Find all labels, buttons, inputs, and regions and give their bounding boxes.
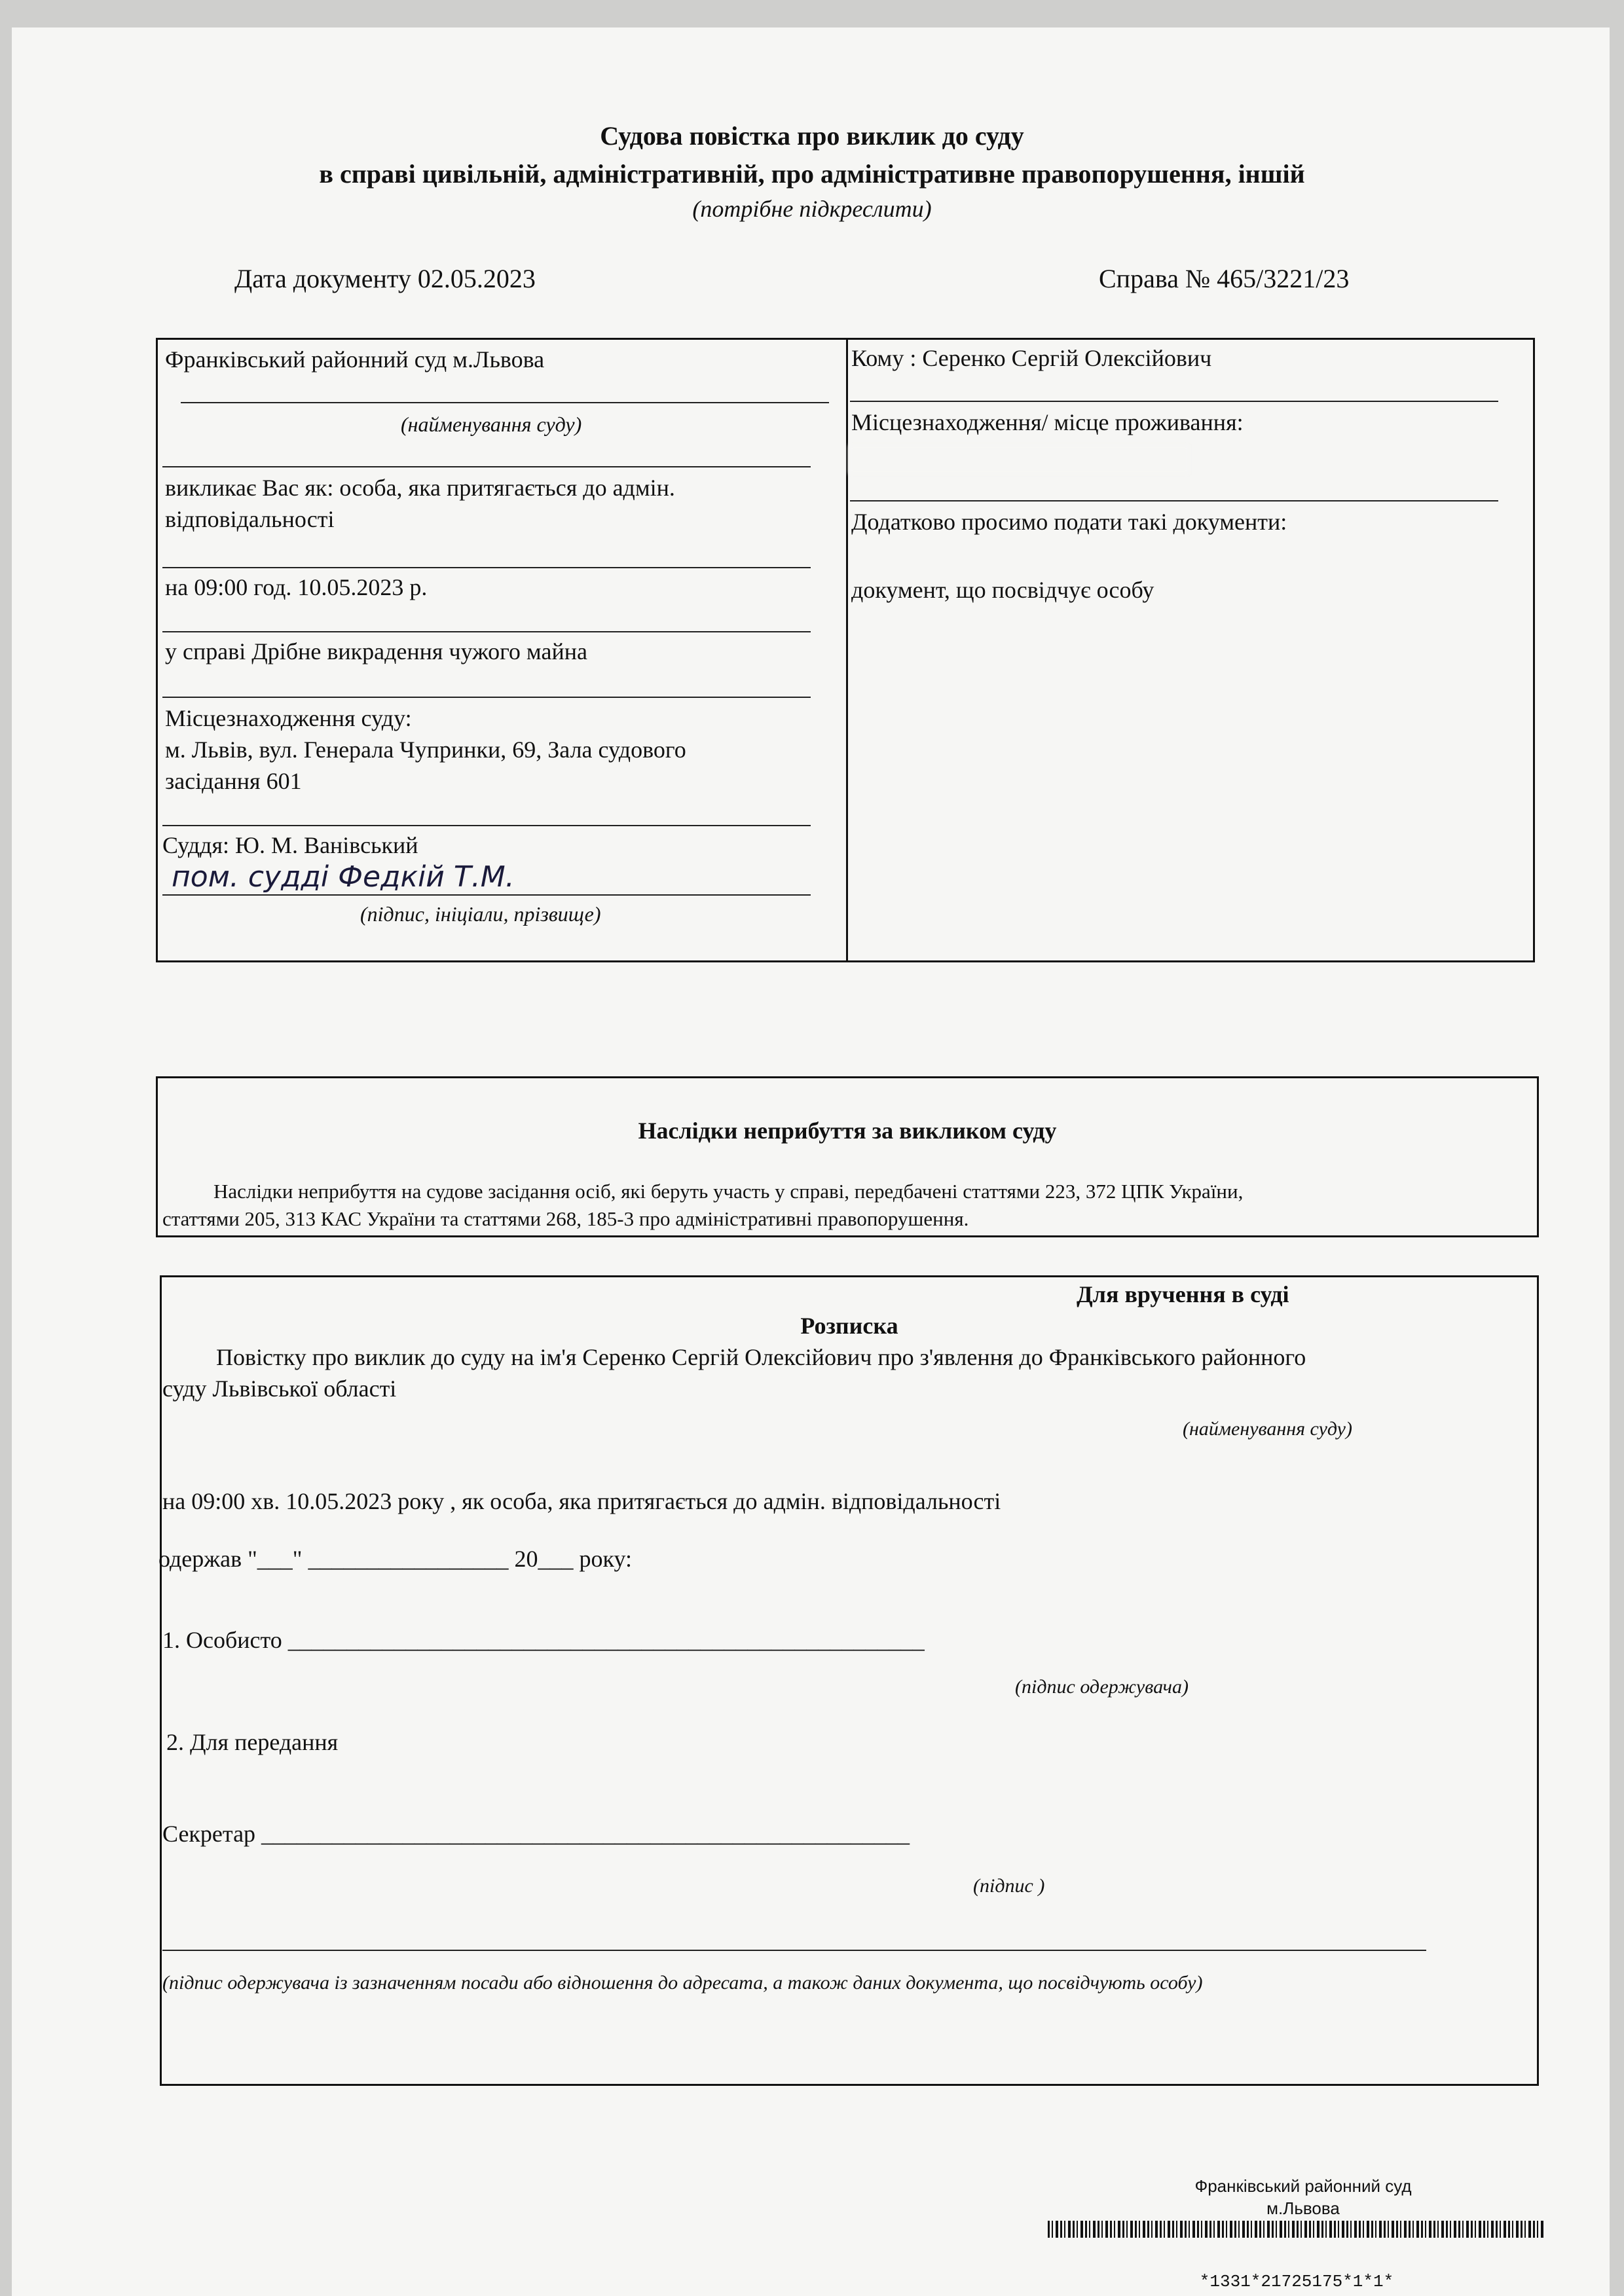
secretary-signature-caption: (підпис ): [973, 1875, 1045, 1897]
signature-caption: (підпис, ініціали, прізвище): [360, 902, 601, 926]
doc-title-line2: в справі цивільній, адміністративній, про адміністративне правопорушення, іншій: [319, 159, 1305, 189]
receipt-time-line: на 09:00 хв. 10.05.2023 року , як особа, яка притягається до адмін. відповідальності: [162, 1488, 1001, 1514]
consequences-text-line2: статтями 205, 313 КАС України та статтями 268, 185-3 про адміністративні правопорушення.: [162, 1207, 969, 1230]
recipient-name: Кому : Серенко Сергій Олексійович: [851, 345, 1212, 371]
court-location-label: Місцезнаходження суду:: [165, 705, 412, 731]
extra-docs-label: Додатково просимо подати такі документи:: [851, 509, 1287, 535]
court-caption: (найменування суду): [401, 412, 582, 436]
receipt-court-caption: (найменування суду): [1183, 1418, 1352, 1440]
receipt-secretary: Секретар _______________________________________________________: [162, 1821, 910, 1847]
court-location-line2: засідання 601: [165, 768, 302, 794]
barcode-text: *1331*21725175*1*1*: [1199, 2272, 1394, 2291]
doc-title-line1: Судова повістка про виклик до суду: [600, 121, 1024, 151]
footer-court-line1: Франківський районний суд: [1194, 2176, 1412, 2196]
barcode: [1048, 2221, 1545, 2238]
summons-as-line2: відповідальності: [165, 506, 335, 532]
hearing-time: на 09:00 год. 10.05.2023 р.: [165, 574, 428, 600]
receipt-line2: суду Львівської області: [162, 1376, 397, 1402]
summons-as-line1: викликає Вас як: особа, яка притягається до адмін.: [165, 475, 675, 501]
receipt-for-transfer: 2. Для передання: [166, 1729, 339, 1755]
consequences-text-line1: Наслідки неприбуття на судове засідання осіб, які беруть участь у справі, передбачені статтями 223, 372 ЦПК України,: [213, 1180, 1244, 1203]
footer-court-line2: м.Львова: [1266, 2198, 1340, 2218]
case-number: Справа № 465/3221/23: [1099, 264, 1350, 293]
extra-doc-item: документ, що посвідчує особу: [851, 577, 1154, 603]
recipient-signature-caption: (підпис одержувача): [1015, 1676, 1189, 1698]
judge-name: Суддя: Ю. М. Ванівський: [162, 832, 418, 858]
doc-date: Дата документу 02.05.2023: [234, 264, 536, 293]
receipt-line1: Повістку про виклик до суду на ім'я Серенко Сергій Олексійович про з'явлення до Франківського районного: [216, 1344, 1306, 1370]
receipt-received-line: одержав "___" _________________ 20___ року:: [158, 1546, 633, 1572]
doc-title-note: (потрібне підкреслити): [692, 196, 932, 222]
receipt-title: Розписка: [800, 1313, 898, 1339]
receipt-bottom-caption: (підпис одержувача із зазначенням посади або відношення до адресата, а також даних документа, що посвідчують особу): [162, 1972, 1203, 1994]
summons-table-divider: [846, 338, 848, 962]
receipt-for-court: Для вручення в суді: [1077, 1281, 1289, 1307]
court-name: Франківський районний суд м.Львова: [165, 346, 545, 373]
residence-label: Місцезнаходження/ місце проживання:: [851, 409, 1244, 435]
redacted-address: [849, 445, 1189, 474]
case-subject: у справі Дрібне викрадення чужого майна: [165, 638, 587, 665]
consequences-title: Наслідки неприбуття за викликом суду: [638, 1118, 1057, 1144]
court-location-line1: м. Львів, вул. Генерала Чупринки, 69, Зала судового: [165, 737, 686, 763]
handwritten-signature: пом. судді Федкій Т.М.: [172, 860, 515, 894]
receipt-personally: 1. Особисто ______________________________________________________: [162, 1627, 925, 1653]
